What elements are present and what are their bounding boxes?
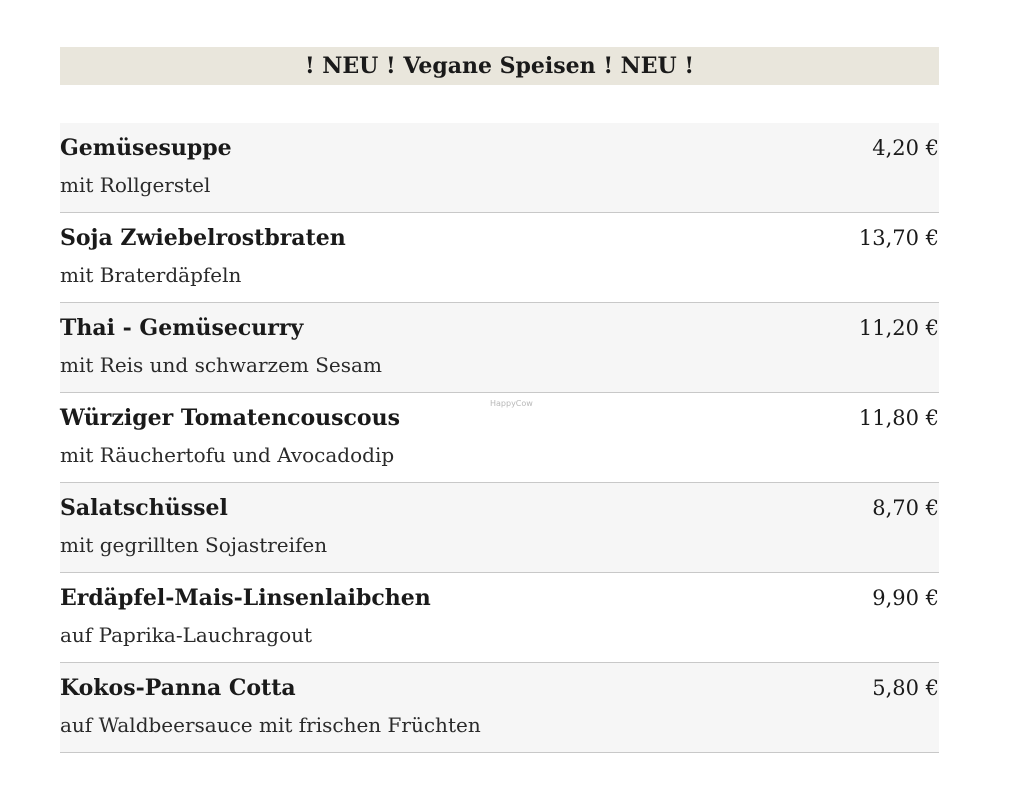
menu-item [60, 303, 939, 393]
item-name: Salatschüssel [60, 495, 228, 521]
menu-title: ! NEU ! Vegane Speisen ! NEU ! [304, 53, 695, 79]
menu-item [60, 123, 939, 213]
item-name: Erdäpfel-Mais-Linsenlaibchen [60, 585, 431, 611]
menu-item [60, 483, 939, 573]
item-name: Kokos-Panna Cotta [60, 675, 296, 701]
item-name: Thai - Gemüsecurry [60, 315, 304, 341]
item-name: Würziger Tomatencouscous [60, 405, 400, 431]
item-description: mit Rollgerstel [60, 173, 211, 197]
happycow-watermark: HappyCow [490, 399, 533, 408]
item-description: auf Paprika-Lauchragout [60, 623, 313, 647]
item-price: 8,70 € [872, 496, 939, 520]
menu-item [60, 663, 939, 753]
item-description: mit Reis und schwarzem Sesam [60, 353, 382, 377]
menu-item [60, 573, 939, 663]
item-price: 9,90 € [872, 586, 939, 610]
item-description: auf Waldbeersauce mit frischen Früchten [60, 713, 481, 737]
menu-items [60, 123, 939, 753]
item-name: Soja Zwiebelrostbraten [60, 225, 346, 251]
item-price: 11,20 € [858, 316, 939, 340]
item-price: 4,20 € [872, 136, 939, 160]
item-price: 13,70 € [858, 226, 939, 250]
item-price: 11,80 € [858, 406, 939, 430]
menu-item [60, 213, 939, 303]
item-description: mit Räuchertofu und Avocadodip [60, 443, 395, 467]
item-description: mit Braterdäpfeln [60, 263, 242, 287]
item-price: 5,80 € [872, 676, 939, 700]
item-description: mit gegrillten Sojastreifen [60, 533, 328, 557]
item-name: Gemüsesuppe [60, 135, 232, 161]
menu-header [60, 47, 939, 85]
